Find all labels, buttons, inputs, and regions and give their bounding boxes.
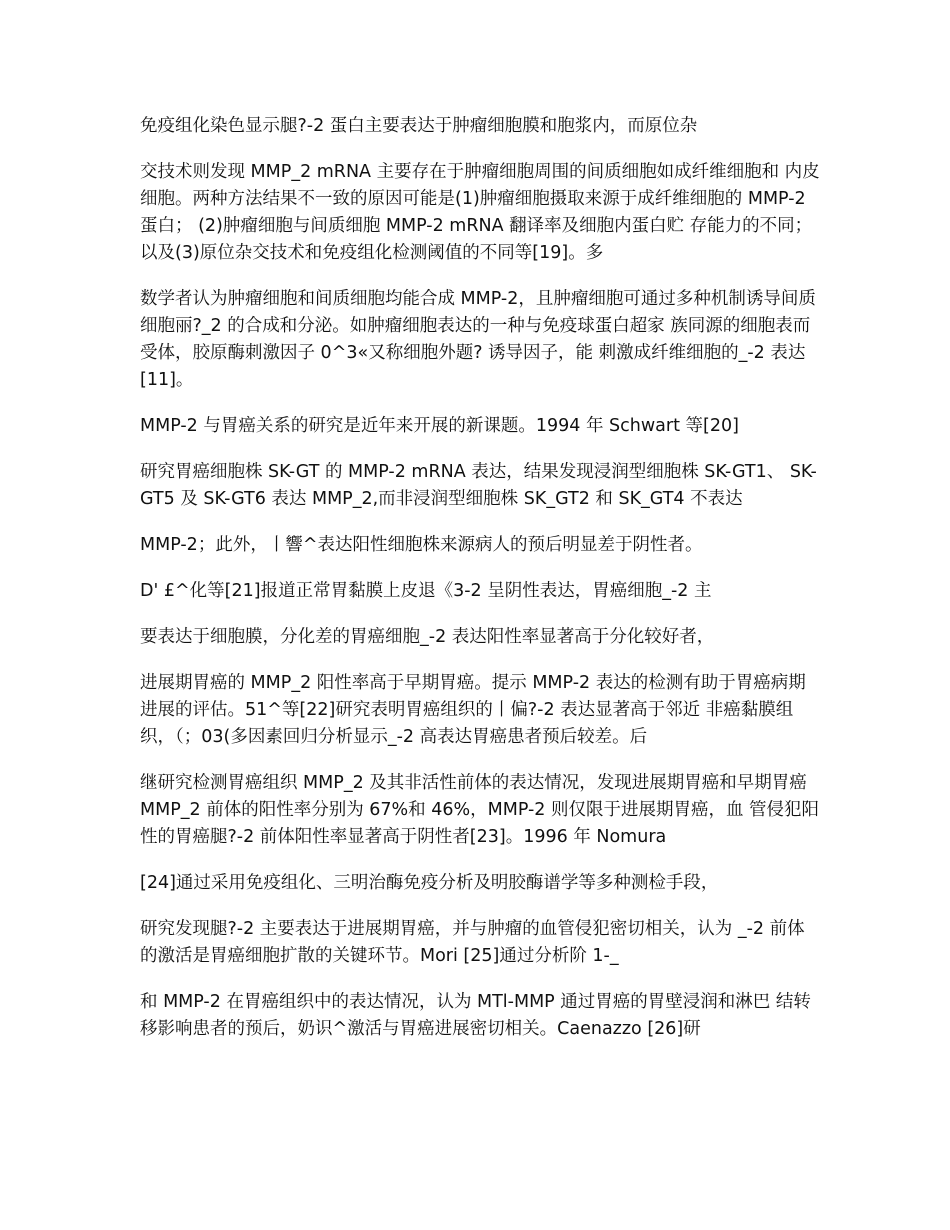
paragraph-11: [24]通过采用免疫组化、三明治酶免疫分析及明胶酶谱学等多种测检手段， [140, 873, 719, 893]
paragraph-9: 进展期胃癌的 MMP_2 阳性率高于早期胃癌。提示 MMP-2 表达的检测有助于胃癌病期进展的评估。51^等[22]研究表明胃癌组织的丨偏?-2 表达显著高于邻近 非癌黏膜组织，（；03(多因素回归分析显示_-2 高表达胃癌患者预后较差。后 [140, 673, 806, 747]
paragraph-10: 继研究检测胃癌组织 MMP_2 及其非活性前体的表达情况，发现进展期胃癌和早期胃癌 MMP_2 前体的阳性率分别为 67%和 46%，MMP-2 则仅限于进展期胃癌，血 管侵犯阳性的胃癌腿?-2 前体阳性率显著高于阴性者[23]。1996 年 Nomura [140, 773, 820, 847]
paragraph-5: 研究胃癌细胞株 SK-GT 的 MMP-2 mRNA 表达，结果发现浸润型细胞株 SK-GT1、 SK-GT5 及 SK-GT6 表达 MMP_2,而非浸润型细胞株 SK_GT2 和 SK_GT4 不表达 [140, 462, 817, 509]
paragraph-12: 研究发现腿?-2 主要表达于进展期胃癌，并与肿瘤的血管侵犯密切相关，认为 _-2 前体的激活是胃癌细胞扩散的关键环节。Mori [25]通过分析阶 1-_ [140, 919, 805, 966]
paragraph-4: MMP-2 与胃癌关系的研究是近年来开展的新课题。1994 年 Schwart 等[20] [140, 416, 739, 436]
paragraph-3: 数学者认为肿瘤细胞和间质细胞均能合成 MMP-2，且肿瘤细胞可通过多种机制诱导间质细胞丽?_2 的合成和分泌。如肿瘤细胞表达的一种与免疫球蛋白超家 族同源的细胞表而受体，胶原酶刺激因子 0^3«又称细胞外题? 诱导因子，能 刺激成纤维细胞的_-2 表达[11]。 [140, 289, 816, 390]
paragraph-2: 交技术则发现 MMP_2 mRNA 主要存在于肿瘤细胞周围的间质细胞如成纤维细胞和 内皮细胞。两种方法结果不一致的原因可能是(1)肿瘤细胞摄取来源于成纤维细胞的 MMP-2 蛋白； (2)肿瘤细胞与间质细胞 MMP-2 mRNA 翻译率及细胞内蛋白贮 存能力的不同；以及(3)原位杂交技术和免疫组化检测阈值的不同等[19]。多 [140, 162, 820, 263]
paragraph-13: 和 MMP-2 在胃癌组织中的表达情况，认为 MTl-MMP 通过胃癌的胃壁浸润和淋巴 结转移影响患者的预后，奶识^激活与胃癌进展密切相关。Caenazzo [26]研 [140, 992, 811, 1039]
paragraph-1: 免疫组化染色显示腿?-2 蛋白主要表达于肿瘤细胞膜和胞浆内，而原位杂 [140, 116, 698, 136]
document-body [140, 113, 820, 1062]
paragraph-6: MMP-2；此外，丨響^表达阳性细胞株来源病人的预后明显差于阴性者。 [140, 535, 703, 555]
paragraph-7: D' £^化等[21]报道正常胃黏膜上皮退《3-2 呈阴性表达，胃癌细胞_-2 主 [140, 581, 712, 601]
paragraph-8: 要表达于细胞膜，分化差的胃癌细胞_-2 表达阳性率显著高于分化较好者， [140, 627, 715, 647]
